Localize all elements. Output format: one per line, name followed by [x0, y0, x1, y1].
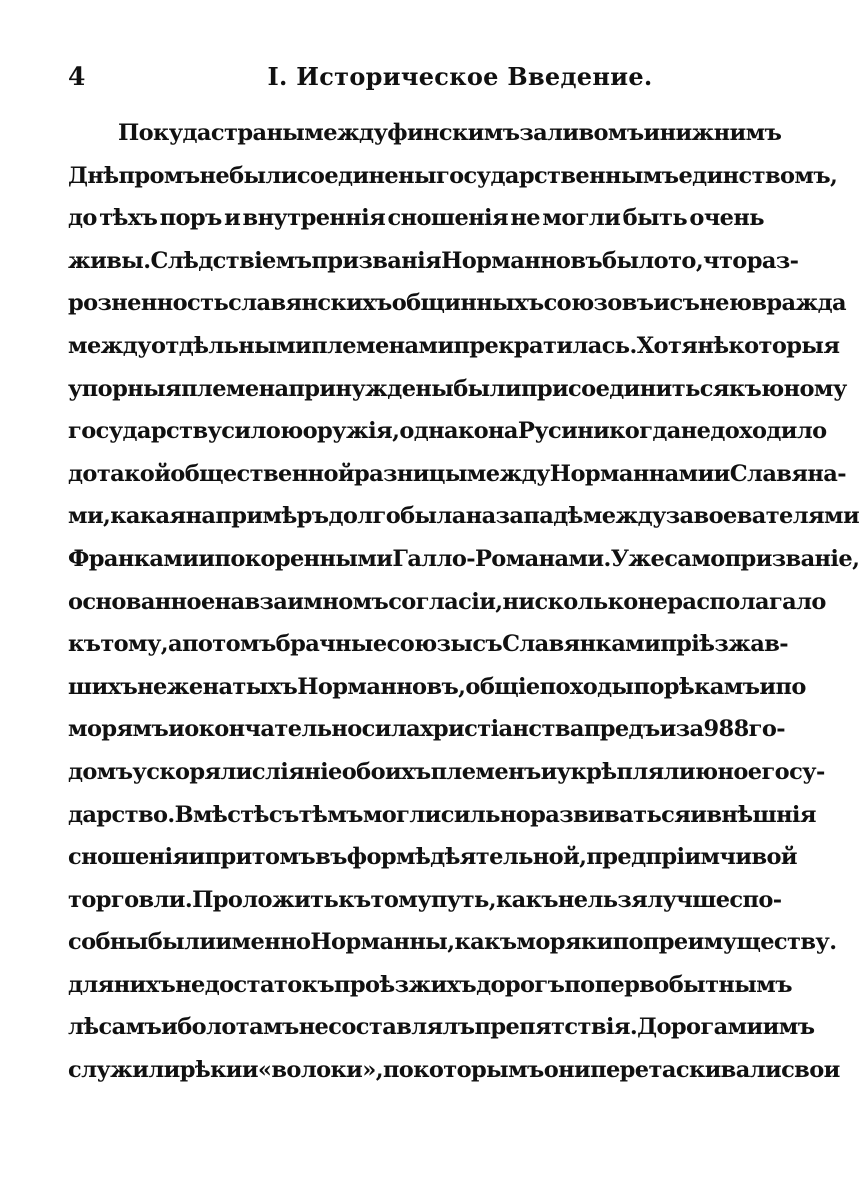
- text-line: Покуда страны между финскимъ заливомъ и нижнимъ: [118, 120, 782, 146]
- text-line: Франками и покоренными Галло-Романами. Уже само призваніе,: [68, 545, 859, 572]
- text-line: государству силою оружія, однако на Руси никогда не доходило: [68, 418, 827, 445]
- text-line: собны были именно Норманны, какъ моряки по преимуществу.: [68, 929, 837, 956]
- text-line: служили рѣки и «волоки», по которымъ они перетаскивали свои: [68, 1057, 840, 1084]
- text-line: упорныя племена принуждены были присоединиться къ юному: [68, 375, 847, 402]
- text-line: къ тому, а потомъ брачные союзы съ Славянками пріѣзжав-: [68, 631, 789, 658]
- text-line: живы. Слѣдствіемъ призванія Норманновъ было то, что раз-: [68, 247, 799, 274]
- text-line: для нихъ недостатокъ проѣзжихъ дорогъ по первобытнымъ: [68, 971, 792, 998]
- body-paragraph: [68, 112, 859, 1092]
- running-head: I. Историческое Введение.: [267, 62, 653, 91]
- text-line: розненность славянскихъ общинныхъ союзовъ и съ нею вражда: [68, 290, 846, 317]
- text-line: до такой общественной разницы между Норманнами и Славяна-: [68, 460, 846, 487]
- text-line: основанное на взаимномъ согласіи, нисколько не располагало: [68, 588, 826, 615]
- text-line: морямъ и окончательно сила христіанства предъ и за 988 го-: [68, 716, 785, 743]
- text-line: сношенія и притомъ въ формѣ дѣятельной, предпріимчивой: [68, 844, 797, 871]
- text-line: дарство. Вмѣстѣ съ тѣмъ могли сильно развиваться и внѣшнія: [68, 801, 816, 828]
- text-line: лѣсамъ и болотамъ не составлялъ препятствія. Дорогами имъ: [68, 1014, 815, 1041]
- text-line: до тѣхъ поръ и внутреннія сношенія не могли быть очень: [68, 205, 764, 232]
- text-line: Днѣпромъ не были соединены государственнымъ единствомъ,: [68, 162, 838, 189]
- page-number: 4: [68, 62, 86, 91]
- text-line: домъ ускоряли сліяніе обоихъ племенъ и укрѣпляли юное госу-: [68, 758, 825, 785]
- text-line: ми, какая напримѣръ долго была на западѣ между завоевателями: [68, 503, 859, 530]
- text-line: торговли. Проложить къ тому путь, какъ нельзя лучше спо-: [68, 886, 782, 913]
- text-line: между отдѣльными племенами прекратилась. Хотя нѣкоторыя: [68, 332, 840, 359]
- text-line: шихъ неженатыхъ Норманновъ, общіе походы по рѣкамъ и по: [68, 673, 806, 700]
